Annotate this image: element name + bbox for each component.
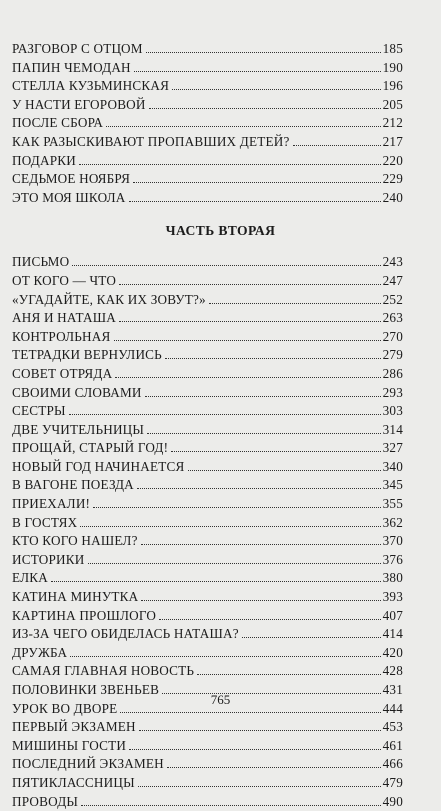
- toc-entry-page: 428: [382, 663, 403, 679]
- toc-entry: [12, 365, 403, 384]
- toc-entry: [12, 495, 403, 514]
- dot-leader: [145, 396, 381, 397]
- dot-leader: [188, 470, 381, 471]
- toc-entry-page: 444: [382, 700, 403, 716]
- toc-entry: [12, 402, 403, 421]
- toc-entry-page: 279: [382, 347, 403, 363]
- toc-entry-page: 340: [382, 458, 403, 474]
- toc-entry: [12, 793, 403, 811]
- dot-leader: [159, 619, 381, 620]
- toc-entry: [12, 77, 403, 96]
- toc-entry: [12, 114, 403, 133]
- dot-leader: [129, 201, 381, 202]
- page-number: 765: [210, 692, 231, 707]
- toc-entry-page: 229: [382, 171, 403, 187]
- toc-entry-page: 190: [382, 59, 403, 75]
- toc-entry-page: 205: [382, 96, 403, 112]
- toc-entry-title: РАЗГОВОР С ОТЦОМ: [12, 41, 143, 56]
- toc-entry: [12, 96, 403, 115]
- dot-leader: [69, 414, 381, 415]
- toc-entry-page: 466: [382, 756, 403, 772]
- toc-entry: [12, 532, 403, 551]
- toc-entry: [12, 421, 403, 440]
- toc-entry-title: СЕСТРЫ: [12, 403, 66, 419]
- dot-leader: [119, 284, 381, 285]
- toc-entry: [12, 476, 403, 495]
- toc-entry-page: 270: [382, 328, 403, 344]
- toc-entry-page: 243: [382, 254, 403, 270]
- toc-entry-page: 303: [382, 403, 403, 419]
- toc-entry: [12, 189, 403, 208]
- dot-leader: [79, 164, 381, 165]
- toc-entry-title: ПРОВОДЫ: [12, 793, 79, 809]
- dot-leader: [293, 145, 381, 146]
- toc-entry: [12, 170, 403, 189]
- toc-entry: [12, 346, 403, 365]
- toc-entry-title: ПОДАРКИ: [12, 152, 76, 168]
- toc-list-part-one: [12, 40, 403, 207]
- toc-entry-title: СТЕЛЛА КУЗЬМИНСКАЯ: [12, 78, 170, 94]
- toc-entry-page: 293: [382, 384, 403, 400]
- toc-entry: [12, 309, 403, 328]
- toc-entry-title: КТО КОГО НАШЕЛ?: [12, 533, 138, 549]
- dot-leader: [146, 52, 381, 53]
- toc-entry-page: 393: [382, 589, 403, 605]
- toc-entry-title: В ГОСТЯХ: [12, 514, 78, 530]
- toc-entry: [12, 737, 403, 756]
- dot-leader: [81, 805, 381, 806]
- toc-entry-title: ПЯТИКЛАССНИЦЫ: [12, 774, 135, 790]
- toc-entry: [12, 755, 403, 774]
- dot-leader: [171, 451, 380, 452]
- toc-entry-title: ИЗ-ЗА ЧЕГО ОБИДЕЛАСЬ НАТАША?: [12, 626, 239, 642]
- toc-entry-page: 362: [382, 514, 403, 530]
- toc-entry: [12, 439, 403, 458]
- toc-entry-title: ПОСЛЕ СБОРА: [12, 115, 104, 131]
- toc-entry-title: КАТИНА МИНУТКА: [12, 589, 139, 605]
- toc-entry: [12, 774, 403, 793]
- toc-entry-page: 407: [382, 607, 403, 623]
- toc-entry-title: У НАСТИ ЕГОРОВОЙ: [12, 96, 146, 112]
- dot-leader: [134, 71, 381, 72]
- toc-entry-title: СВОИМИ СЛОВАМИ: [12, 384, 142, 400]
- toc-entry-title: КОНТРОЛЬНАЯ: [12, 328, 111, 344]
- toc-list-part-two: [12, 253, 403, 811]
- toc-entry-title: ПЕРВЫЙ ЭКЗАМЕН: [12, 719, 136, 735]
- toc-entry-title: ПОСЛЕДНИЙ ЭКЗАМЕН: [12, 756, 164, 772]
- toc-entry: [12, 152, 403, 171]
- toc-entry-title: СОВЕТ ОТРЯДА: [12, 365, 113, 381]
- toc-entry-page: 217: [382, 133, 403, 149]
- toc-entry-page: 479: [382, 774, 403, 790]
- toc-entry-title: ЭТО МОЯ ШКОЛА: [12, 189, 126, 205]
- dot-leader: [138, 786, 381, 787]
- toc-entry: [12, 644, 403, 663]
- toc-entry-title: ДВЕ УЧИТЕЛЬНИЦЫ: [12, 421, 145, 437]
- dot-leader: [114, 340, 381, 341]
- toc-entry: [12, 569, 403, 588]
- toc-entry-title: ОТ КОГО — ЧТО: [12, 272, 117, 288]
- toc-entry-title: ПРИЕХАЛИ!: [12, 496, 91, 512]
- toc-entry-title: ПРОЩАЙ, СТАРЫЙ ГОД!: [12, 440, 169, 456]
- dot-leader: [149, 108, 381, 109]
- toc-entry-title: КАК РАЗЫСКИВАЮТ ПРОПАВШИХ ДЕТЕЙ?: [12, 133, 290, 149]
- toc-entry-title: ДРУЖБА: [12, 644, 68, 660]
- toc-entry: [12, 59, 403, 78]
- toc-entry-page: 220: [382, 152, 403, 168]
- toc-entry: [12, 384, 403, 403]
- dot-leader: [209, 303, 381, 304]
- dot-leader: [93, 507, 380, 508]
- dot-leader: [147, 433, 381, 434]
- toc-entry-page: 240: [382, 189, 403, 205]
- toc-entry-title: В ВАГОНЕ ПОЕЗДА: [12, 477, 134, 493]
- toc-entry-page: 252: [382, 291, 403, 307]
- toc-entry-title: ПОЛОВИНКИ ЗВЕНЬЕВ: [12, 682, 160, 697]
- toc-entry: [12, 253, 403, 272]
- toc-entry: [12, 588, 403, 607]
- toc-entry-page: 345: [382, 477, 403, 493]
- toc-entry-page: 420: [382, 644, 403, 660]
- toc-entry-page: 376: [382, 551, 403, 567]
- toc-entry-title: ПИСЬМО: [12, 254, 70, 270]
- dot-leader: [197, 674, 380, 675]
- dot-leader: [167, 767, 381, 768]
- toc-entry: [12, 662, 403, 681]
- toc-entry-page: 196: [382, 78, 403, 94]
- dot-leader: [141, 544, 381, 545]
- dot-leader: [120, 712, 380, 713]
- toc-entry-page: 370: [382, 533, 403, 549]
- toc-entry: [12, 40, 403, 59]
- dot-leader: [80, 526, 380, 527]
- toc-entry-title: МИШИНЫ ГОСТИ: [12, 737, 127, 753]
- toc-entry-title: ПАПИН ЧЕМОДАН: [12, 59, 131, 75]
- toc-entry: [12, 272, 403, 291]
- toc-entry-page: 247: [382, 272, 403, 288]
- dot-leader: [51, 581, 381, 582]
- toc-entry-title: УРОК ВО ДВОРЕ: [12, 700, 118, 716]
- toc-entry-page: 490: [382, 793, 403, 809]
- toc-entry-title: СЕДЬМОЕ НОЯБРЯ: [12, 171, 131, 187]
- toc-entry-page: 380: [382, 570, 403, 586]
- toc-entry: [12, 458, 403, 477]
- dot-leader: [137, 488, 381, 489]
- dot-leader: [115, 377, 380, 378]
- dot-leader: [88, 563, 381, 564]
- toc-entry: [12, 133, 403, 152]
- toc-entry-page: 461: [382, 737, 403, 753]
- toc-entry: [12, 291, 403, 310]
- dot-leader: [172, 89, 381, 90]
- toc-entry-page: 327: [382, 440, 403, 456]
- part-heading: ЧАСТЬ ВТОРАЯ: [165, 223, 276, 239]
- toc-entry: [12, 607, 403, 626]
- toc-entry-title: НОВЫЙ ГОД НАЧИНАЕТСЯ: [12, 458, 185, 474]
- toc-entry: [12, 551, 403, 570]
- toc-entry-title: АНЯ И НАТАША: [12, 310, 116, 326]
- dot-leader: [106, 126, 380, 127]
- toc-entry-page: 355: [382, 496, 403, 512]
- toc-entry-page: 263: [382, 310, 403, 326]
- dot-leader: [119, 321, 381, 322]
- toc-entry-title: ТЕТРАДКИ ВЕРНУЛИСЬ: [12, 347, 162, 363]
- toc-entry-title: КАРТИНА ПРОШЛОГО: [12, 607, 157, 623]
- dot-leader: [133, 182, 381, 183]
- toc-entry-page: 185: [382, 41, 403, 56]
- toc-entry-title: САМАЯ ГЛАВНАЯ НОВОСТЬ: [12, 663, 195, 679]
- dot-leader: [242, 637, 381, 638]
- toc-entry-page: 314: [382, 421, 403, 437]
- toc-entry: [12, 718, 403, 737]
- toc-entry-title: «УГАДАЙТЕ, КАК ИХ ЗОВУТ?»: [12, 291, 206, 307]
- toc-entry-title: ИСТОРИКИ: [12, 551, 85, 567]
- dot-leader: [70, 656, 380, 657]
- dot-leader: [139, 730, 381, 731]
- toc-entry-page: 453: [382, 719, 403, 735]
- toc-entry: [12, 514, 403, 533]
- toc-entry-page: 431: [382, 682, 403, 697]
- toc-entry-page: 414: [382, 626, 403, 642]
- dot-leader: [72, 265, 380, 266]
- toc-entry-page: 286: [382, 365, 403, 381]
- dot-leader: [141, 600, 380, 601]
- dot-leader: [165, 358, 381, 359]
- toc-entry: [12, 625, 403, 644]
- toc-entry: [12, 328, 403, 347]
- toc-entry-title: ЕЛКА: [12, 570, 48, 586]
- toc-entry-page: 212: [382, 115, 403, 131]
